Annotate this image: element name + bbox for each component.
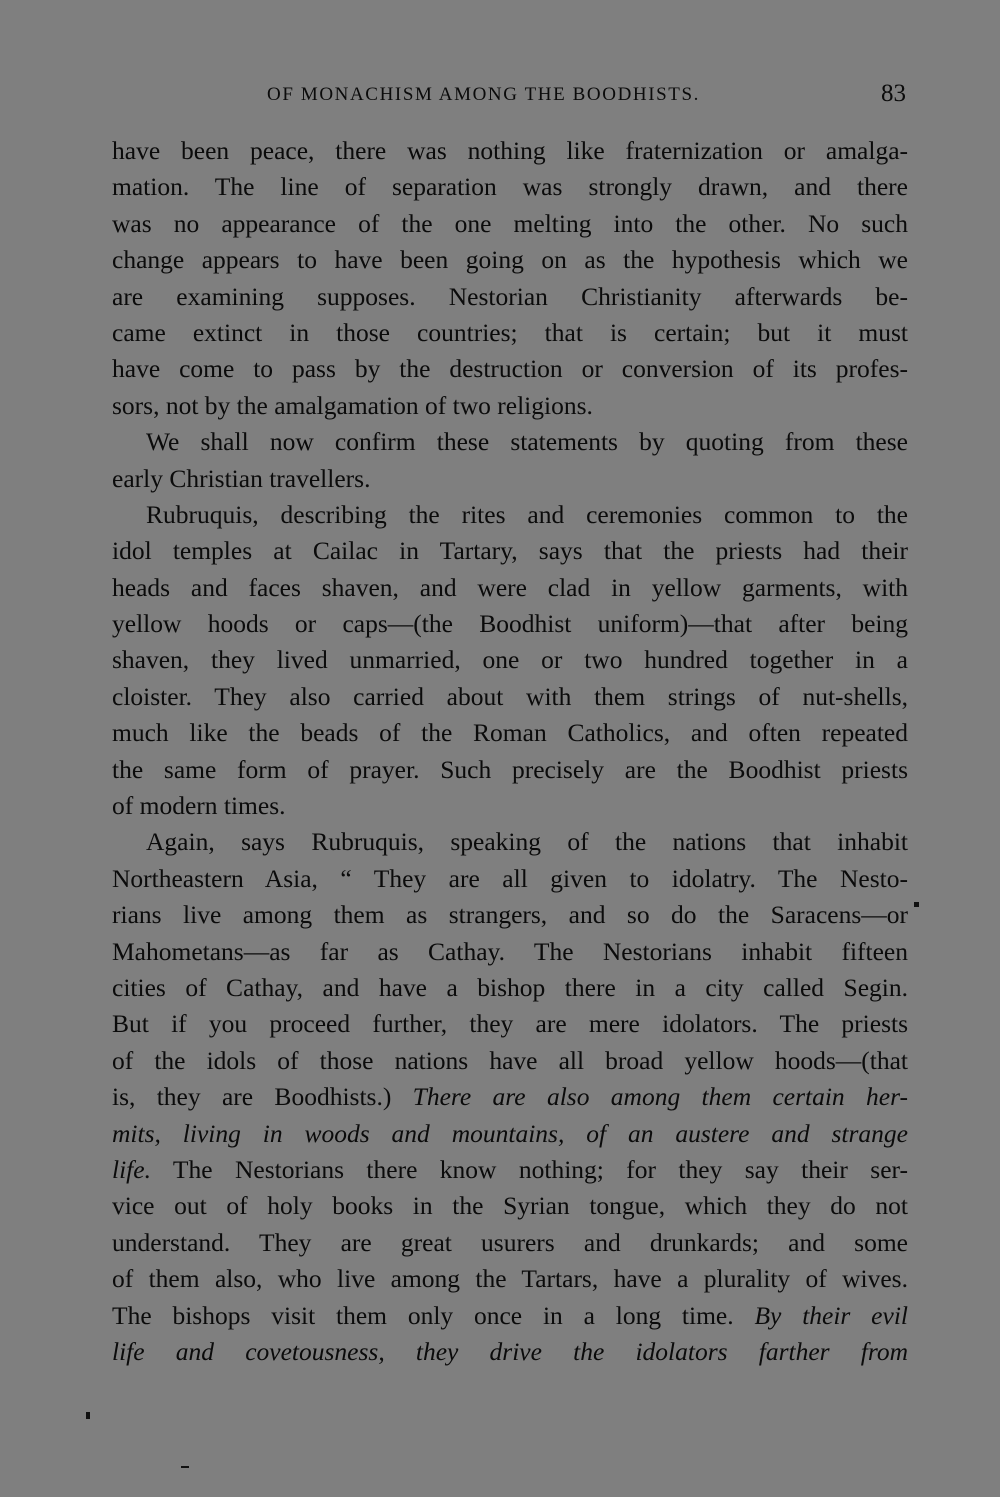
text-line: Northeastern Asia, “ They are all given to idolatry. The Nesto- xyxy=(112,863,908,893)
text-line: of the idols of those nations have all broad yellow hoods—(that xyxy=(112,1045,908,1075)
text-line: change appears to have been going on as the hypothesis which we xyxy=(112,245,908,275)
text-line: of modern times. xyxy=(112,791,286,821)
italic-run: By their evil xyxy=(754,1300,908,1330)
text-line: have been peace, there was nothing like fraternization or amalga- xyxy=(112,136,908,165)
text-line: heads and faces shaven, and were clad in yellow garments, with xyxy=(112,572,908,602)
roman-run: The Nestorians there know nothing; for they say their ser- xyxy=(150,1154,908,1184)
text-line: yellow hoods or caps—(the Boodhist uniform)—that after being xyxy=(112,609,908,639)
italic-run: mits, living in woods and mountains, of an austere and strange xyxy=(112,1118,908,1148)
text-line: rians live among them as strangers, and so do the Saracens—or xyxy=(112,900,908,930)
text-line: But if you proceed further, they are mere idolators. The priests xyxy=(112,1009,908,1039)
text-line: cloister. They also carried about with them strings of nut-shells, xyxy=(112,681,908,711)
italic-run: life. xyxy=(112,1154,151,1184)
text-line: have come to pass by the destruction or conversion of its profes- xyxy=(112,354,908,384)
text-line xyxy=(112,1334,908,1370)
text-line: came extinct in those countries; that is certain; but it must xyxy=(112,317,908,347)
text-line xyxy=(112,1152,908,1188)
body-text xyxy=(112,133,908,1370)
text-line: the same form of prayer. Such precisely are the Boodhist priests xyxy=(112,754,908,784)
text-line: idol temples at Cailac in Tartary, says that the priests had their xyxy=(112,536,908,566)
page-header xyxy=(112,80,908,114)
text-line: vice out of holy books in the Syrian tongue, which they do not xyxy=(112,1191,908,1221)
text-line: of them also, who live among the Tartars, have a plurality of wives. xyxy=(112,1264,908,1294)
text-line: mation. The line of separation was strongly drawn, and there xyxy=(112,172,908,202)
ink-speck xyxy=(86,1412,90,1419)
ink-speck xyxy=(914,902,919,907)
text-line: Rubruquis, describing the rites and ceremonies common to the xyxy=(146,499,908,529)
text-line: much like the beads of the Roman Catholics, and often repeated xyxy=(112,718,908,748)
text-line: are examining supposes. Nestorian Christianity afterwards be- xyxy=(112,281,908,311)
text-line: Again, says Rubruquis, speaking of the nations that inhabit xyxy=(146,827,908,857)
running-head: OF MONACHISM AMONG THE BOODHISTS. xyxy=(267,84,701,105)
text-line: was no appearance of the one melting into the other. No such xyxy=(112,208,908,238)
text-line xyxy=(112,1298,908,1334)
text-line: Mahometans—as far as Cathay. The Nestorians inhabit fifteen xyxy=(112,936,908,966)
roman-run: The bishops visit them only once in a long time. xyxy=(112,1300,755,1330)
text-line: shaven, they lived unmarried, one or two hundred together in a xyxy=(112,645,908,675)
italic-run: There are also among them certain her- xyxy=(412,1082,908,1112)
text-line: cities of Cathay, and have a bishop there in a city called Segin. xyxy=(112,972,908,1002)
text-line: early Christian travellers. xyxy=(112,463,371,493)
text-line: sors, not by the amalgamation of two religions. xyxy=(112,390,593,420)
text-line xyxy=(112,1079,908,1115)
roman-run: is, they are Boodhists.) xyxy=(112,1082,413,1112)
italic-run: life and covetousness, they drive the idolators farther from xyxy=(112,1336,908,1366)
text-line xyxy=(112,1116,908,1152)
page-number: 83 xyxy=(881,80,906,107)
text-line: We shall now confirm these statements by quoting from these xyxy=(146,427,908,457)
text-line: understand. They are great usurers and drunkards; and some xyxy=(112,1227,908,1257)
ink-speck xyxy=(181,1466,189,1468)
